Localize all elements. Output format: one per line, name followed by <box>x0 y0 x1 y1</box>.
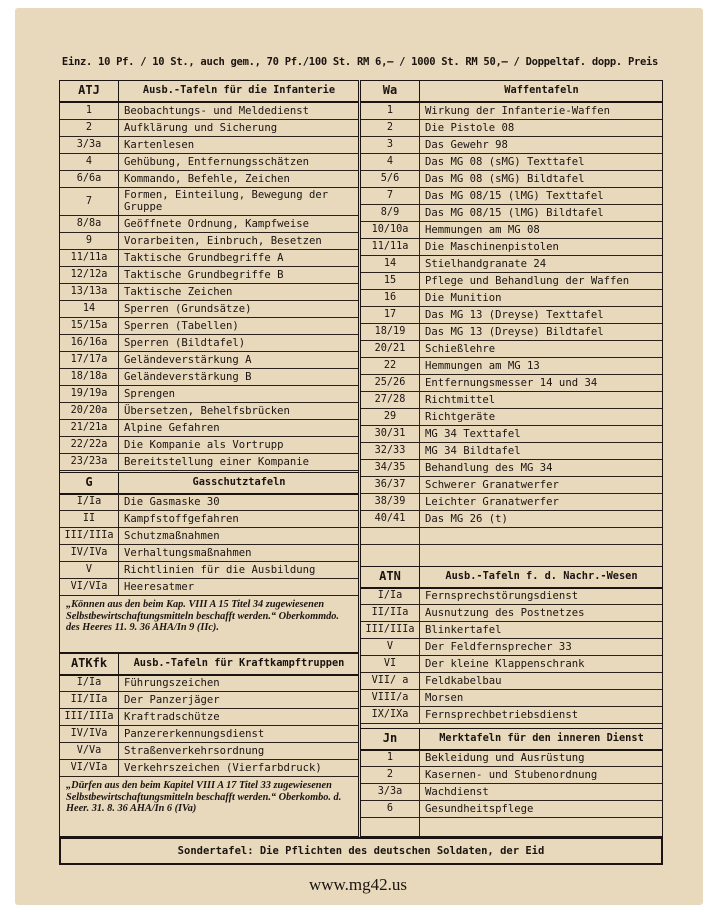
row-title: Fernsprechstörungsdienst <box>425 590 579 602</box>
row-title: Übersetzen, Behelfsbrücken <box>124 405 290 417</box>
table-row <box>361 588 662 605</box>
atn-header <box>361 567 662 589</box>
row-code: 20/20a <box>60 403 119 419</box>
table-row <box>60 743 358 760</box>
row-code: III/IIIa <box>60 528 119 544</box>
row-title: Die Maschinenpistolen <box>425 241 559 253</box>
row-title: Das MG 08/15 (lMG) Texttafel <box>425 190 604 202</box>
row-title: Entfernungsmesser 14 und 34 <box>425 377 598 389</box>
row-title: Beobachtungs- und Meldedienst <box>124 105 309 117</box>
table-row <box>60 675 358 692</box>
table-atkfk <box>59 653 359 837</box>
table-gas <box>59 472 359 653</box>
row-title: Das MG 08/15 (lMG) Bildtafel <box>425 207 604 219</box>
row-title: Das MG 26 (t) <box>425 513 508 525</box>
row-title: MG 34 Bildtafel <box>425 445 521 457</box>
row-code: 22 <box>361 358 420 374</box>
table-row <box>60 760 358 777</box>
row-title: Hemmungen am MG 08 <box>425 224 540 236</box>
table-row <box>60 579 358 596</box>
row-title: Verhaltungsmaßnahmen <box>124 547 252 559</box>
row-title: Gehübung, Entfernungsschätzen <box>124 156 309 168</box>
row-title: Gesundheitspflege <box>425 803 534 815</box>
row-code: 34/35 <box>361 460 420 476</box>
table-row <box>60 352 358 369</box>
row-code: 16 <box>361 290 420 306</box>
row-title: Bereitstellung einer Kompanie <box>124 456 309 468</box>
row-title: Richtgeräte <box>425 411 496 423</box>
table-row <box>361 409 662 426</box>
row-code: 10/10a <box>361 222 420 238</box>
row-title: Heeresatmer <box>124 581 195 593</box>
row-code: V <box>60 562 119 578</box>
row-title: Sperren (Tabellen) <box>124 320 239 332</box>
table-row <box>60 216 358 233</box>
table-jn <box>360 728 663 837</box>
row-title: Das MG 08 (sMG) Bildtafel <box>425 173 585 185</box>
row-code: 4 <box>361 154 420 170</box>
table-row <box>361 358 662 375</box>
row-code: 15 <box>361 273 420 289</box>
row-code: VI <box>361 656 420 672</box>
table-row <box>60 171 358 188</box>
price-line: Einz. 10 Pf. / 10 St., auch gem., 70 Pf./100 St. RM 6,— / 1000 St. RM 50,— / Doppeltaf. dopp. Preis <box>61 56 659 68</box>
row-title: Der Panzerjäger <box>124 694 220 706</box>
row-title: Geöffnete Ordnung, Kampfweise <box>124 218 309 230</box>
row-code: 22/22a <box>60 437 119 453</box>
row-code: 38/39 <box>361 494 420 510</box>
table-row <box>361 103 662 120</box>
table-row <box>60 386 358 403</box>
table-row <box>60 545 358 562</box>
atj-header <box>60 81 358 103</box>
row-code: 13/13a <box>60 284 119 300</box>
table-wa <box>360 80 663 567</box>
row-title: Kartenlesen <box>124 139 195 151</box>
row-code: 8/8a <box>60 216 119 232</box>
table-row <box>361 222 662 239</box>
row-title: Kraftradschütze <box>124 711 220 723</box>
row-code: 20/21 <box>361 341 420 357</box>
row-code: I/Ia <box>60 675 119 691</box>
row-code: II/IIa <box>361 605 420 621</box>
row-code: 7 <box>361 188 420 204</box>
row-code: 19/19a <box>60 386 119 402</box>
table-row <box>361 494 662 511</box>
row-title: Kampfstoffgefahren <box>124 513 239 525</box>
row-code: 2 <box>361 120 420 136</box>
row-title: Bekleidung und Ausrüstung <box>425 752 585 764</box>
row-code: 6/6a <box>60 171 119 187</box>
row-code: 4 <box>60 154 119 170</box>
row-code: 2 <box>60 120 119 136</box>
row-code: IV/IVa <box>60 545 119 561</box>
table-row <box>361 205 662 222</box>
table-row <box>361 801 662 818</box>
row-title: Schießlehre <box>425 343 496 355</box>
table-row <box>361 290 662 307</box>
row-code: 17 <box>361 307 420 323</box>
table-row <box>361 750 662 767</box>
row-code: II <box>60 511 119 527</box>
table-row <box>60 454 358 471</box>
row-code: 18/18a <box>60 369 119 385</box>
row-code: 3/3a <box>60 137 119 153</box>
row-title: Der Feldfernsprecher 33 <box>425 641 572 653</box>
table-row <box>361 239 662 256</box>
row-code: 3 <box>361 137 420 153</box>
table-row <box>361 784 662 801</box>
footer-url[interactable]: www.mg42.us <box>308 875 408 894</box>
row-code: 12/12a <box>60 267 119 283</box>
atj-code: ATJ <box>60 81 119 101</box>
atj-title: Ausb.-Tafeln für die Infanterie <box>142 84 336 96</box>
table-row <box>60 562 358 579</box>
row-title: MG 34 Texttafel <box>425 428 521 440</box>
row-title: Kommando, Befehle, Zeichen <box>124 173 290 185</box>
table-row <box>361 137 662 154</box>
row-code: IV/IVa <box>60 726 119 742</box>
atkfk-note: „Dürfen aus den beim Kapitel VIII A 17 Titel 33 zugewiesenen Selbstbewirtschaftungsmitteln beschafft werden.“ Oberkombo. d. Heer. 31. 8. 36 AHA/In 6 (IVa) <box>66 780 342 814</box>
row-title: Formen, Einteilung, Bewegung der Gruppe <box>124 189 329 213</box>
row-code: II/IIa <box>60 692 119 708</box>
row-code: 16/16a <box>60 335 119 351</box>
gas-note: „Können aus den beim Kap. VIII A 15 Titel 34 zugewiesenen Selbstbewirtschaftungsmitteln beschafft werden.“ Oberkommdo. des Heeres 11. 9. 36 AHA/In 9 (IIc). <box>66 599 339 633</box>
row-title: Vorarbeiten, Einbruch, Besetzen <box>124 235 322 247</box>
row-title: Schwerer Granatwerfer <box>425 479 559 491</box>
row-code: 11/11a <box>60 250 119 266</box>
table-row <box>60 511 358 528</box>
table-row <box>60 188 358 216</box>
row-title: Das Gewehr 98 <box>425 139 508 151</box>
table-row <box>361 622 662 639</box>
table-row <box>361 443 662 460</box>
table-row <box>60 318 358 335</box>
row-code: VII/ a <box>361 673 420 689</box>
row-code: VIII/a <box>361 690 420 706</box>
row-title: Der kleine Klappenschrank <box>425 658 585 670</box>
row-code: 1 <box>361 750 420 766</box>
row-title: Taktische Zeichen <box>124 286 233 298</box>
table-row <box>361 511 662 528</box>
table-row <box>60 154 358 171</box>
table-row <box>361 324 662 341</box>
row-title: Ausnutzung des Postnetzes <box>425 607 585 619</box>
row-title: Leichter Granatwerfer <box>425 496 559 508</box>
table-row <box>361 605 662 622</box>
table-row <box>361 460 662 477</box>
jn-title: Merktafeln für den inneren Dienst <box>439 732 644 744</box>
table-row <box>60 726 358 743</box>
blank-row <box>361 528 662 545</box>
jn-header <box>361 729 662 751</box>
row-title: Richtlinien für die Ausbildung <box>124 564 316 576</box>
wa-code: Wa <box>361 81 420 101</box>
table-row <box>60 437 358 454</box>
row-code: VI/VIa <box>60 579 119 595</box>
row-title: Schutzmaßnahmen <box>124 530 220 542</box>
table-atn <box>360 566 663 729</box>
row-title: Das MG 13 (Dreyse) Texttafel <box>425 309 604 321</box>
table-row <box>361 690 662 707</box>
table-row <box>361 673 662 690</box>
row-title: Kasernen- und Stubenordnung <box>425 769 598 781</box>
row-code: 2 <box>361 767 420 783</box>
table-row <box>361 273 662 290</box>
row-code: 1 <box>361 103 420 119</box>
table-row <box>361 767 662 784</box>
row-code: IX/IXa <box>361 707 420 723</box>
row-code: 29 <box>361 409 420 425</box>
row-code: V <box>361 639 420 655</box>
table-row <box>60 528 358 545</box>
gas-header <box>60 473 358 495</box>
row-code: V/Va <box>60 743 119 759</box>
table-row <box>60 494 358 511</box>
table-row <box>60 709 358 726</box>
row-code: 23/23a <box>60 454 119 470</box>
atkfk-header <box>60 654 358 676</box>
row-code: 9 <box>60 233 119 249</box>
table-row <box>60 692 358 709</box>
table-row <box>361 154 662 171</box>
row-title: Morsen <box>425 692 464 704</box>
row-code: 25/26 <box>361 375 420 391</box>
gas-code: G <box>60 473 119 493</box>
table-row <box>60 137 358 154</box>
row-title: Die Kompanie als Vortrupp <box>124 439 284 451</box>
row-code: 27/28 <box>361 392 420 408</box>
atkfk-code: ATKfk <box>60 654 119 674</box>
row-code: 18/19 <box>361 324 420 340</box>
sondertafel: Sondertafel: Die Pflichten des deutschen Soldaten, der Eid <box>59 837 663 865</box>
table-row <box>361 477 662 494</box>
row-title: Feldkabelbau <box>425 675 502 687</box>
row-title: Das MG 13 (Dreyse) Bildtafel <box>425 326 604 338</box>
atkfk-title: Ausb.-Tafeln für Kraftkampftruppen <box>133 657 345 669</box>
row-title: Die Gasmaske 30 <box>124 496 220 508</box>
table-row <box>60 120 358 137</box>
table-row <box>60 420 358 437</box>
wa-title: Waffentafeln <box>504 84 579 96</box>
row-title: Taktische Grundbegriffe B <box>124 269 284 281</box>
row-code: III/IIIa <box>361 622 420 638</box>
row-code: 3/3a <box>361 784 420 800</box>
row-code: 17/17a <box>60 352 119 368</box>
row-code: I/Ia <box>60 494 119 510</box>
atn-code: ATN <box>361 567 420 587</box>
row-title: Führungszeichen <box>124 677 220 689</box>
table-row <box>361 307 662 324</box>
table-row <box>361 375 662 392</box>
table-row <box>60 284 358 301</box>
table-row <box>60 233 358 250</box>
row-code: 14 <box>60 301 119 317</box>
row-title: Sprengen <box>124 388 176 400</box>
gas-title: Gasschutztafeln <box>192 476 286 488</box>
row-code: I/Ia <box>361 588 420 604</box>
table-row <box>361 256 662 273</box>
row-code: 1 <box>60 103 119 119</box>
table-row <box>361 656 662 673</box>
row-title: Blinkertafel <box>425 624 502 636</box>
jn-code: Jn <box>361 729 420 749</box>
row-title: Geländeverstärkung A <box>124 354 252 366</box>
table-row <box>361 188 662 205</box>
table-row <box>60 335 358 352</box>
row-title: Fernsprechbetriebsdienst <box>425 709 579 721</box>
table-row <box>361 120 662 137</box>
row-code: III/IIIa <box>60 709 119 725</box>
row-title: Stielhandgranate 24 <box>425 258 547 270</box>
row-title: Die Pistole 08 <box>425 122 515 134</box>
table-row <box>361 639 662 656</box>
row-title: Panzererkennungsdienst <box>124 728 265 740</box>
wa-code-divider <box>419 528 420 568</box>
row-title: Richtmittel <box>425 394 496 406</box>
row-title: Behandlung des MG 34 <box>425 462 553 474</box>
table-row <box>361 392 662 409</box>
table-row <box>60 403 358 420</box>
row-title: Das MG 08 (sMG) Texttafel <box>425 156 585 168</box>
row-code: VI/VIa <box>60 760 119 776</box>
row-title: Geländeverstärkung B <box>124 371 252 383</box>
row-code: 6 <box>361 801 420 817</box>
table-row <box>361 341 662 358</box>
row-title: Wirkung der Infanterie-Waffen <box>425 105 610 117</box>
row-title: Hemmungen am MG 13 <box>425 360 540 372</box>
row-title: Sperren (Bildtafel) <box>124 337 246 349</box>
row-code: 7 <box>60 188 119 215</box>
row-code: 11/11a <box>361 239 420 255</box>
row-title: Alpine Gefahren <box>124 422 220 434</box>
table-row <box>60 301 358 318</box>
row-title: Taktische Grundbegriffe A <box>124 252 284 264</box>
table-row <box>361 426 662 443</box>
table-row <box>361 707 662 724</box>
row-code: 30/31 <box>361 426 420 442</box>
row-title: Aufklärung und Sicherung <box>124 122 278 134</box>
table-row <box>60 369 358 386</box>
jn-code-divider <box>419 818 420 836</box>
wa-header <box>361 81 662 103</box>
table-atj <box>59 80 359 473</box>
table-row <box>60 267 358 284</box>
row-code: 32/33 <box>361 443 420 459</box>
atn-title: Ausb.-Tafeln f. d. Nachr.-Wesen <box>445 570 638 582</box>
row-title: Pflege und Behandlung der Waffen <box>425 275 630 287</box>
row-title: Sperren (Grundsätze) <box>124 303 252 315</box>
row-code: 15/15a <box>60 318 119 334</box>
row-code: 14 <box>361 256 420 272</box>
row-code: 21/21a <box>60 420 119 436</box>
row-code: 8/9 <box>361 205 420 221</box>
table-row <box>361 171 662 188</box>
table-row <box>60 250 358 267</box>
row-code: 40/41 <box>361 511 420 527</box>
row-title: Straßenverkehrsordnung <box>124 745 265 757</box>
row-code: 36/37 <box>361 477 420 493</box>
row-title: Die Munition <box>425 292 502 304</box>
row-title: Wachdienst <box>425 786 489 798</box>
row-code: 5/6 <box>361 171 420 187</box>
table-row <box>60 103 358 120</box>
row-title: Verkehrszeichen (Vierfarbdruck) <box>124 762 322 774</box>
